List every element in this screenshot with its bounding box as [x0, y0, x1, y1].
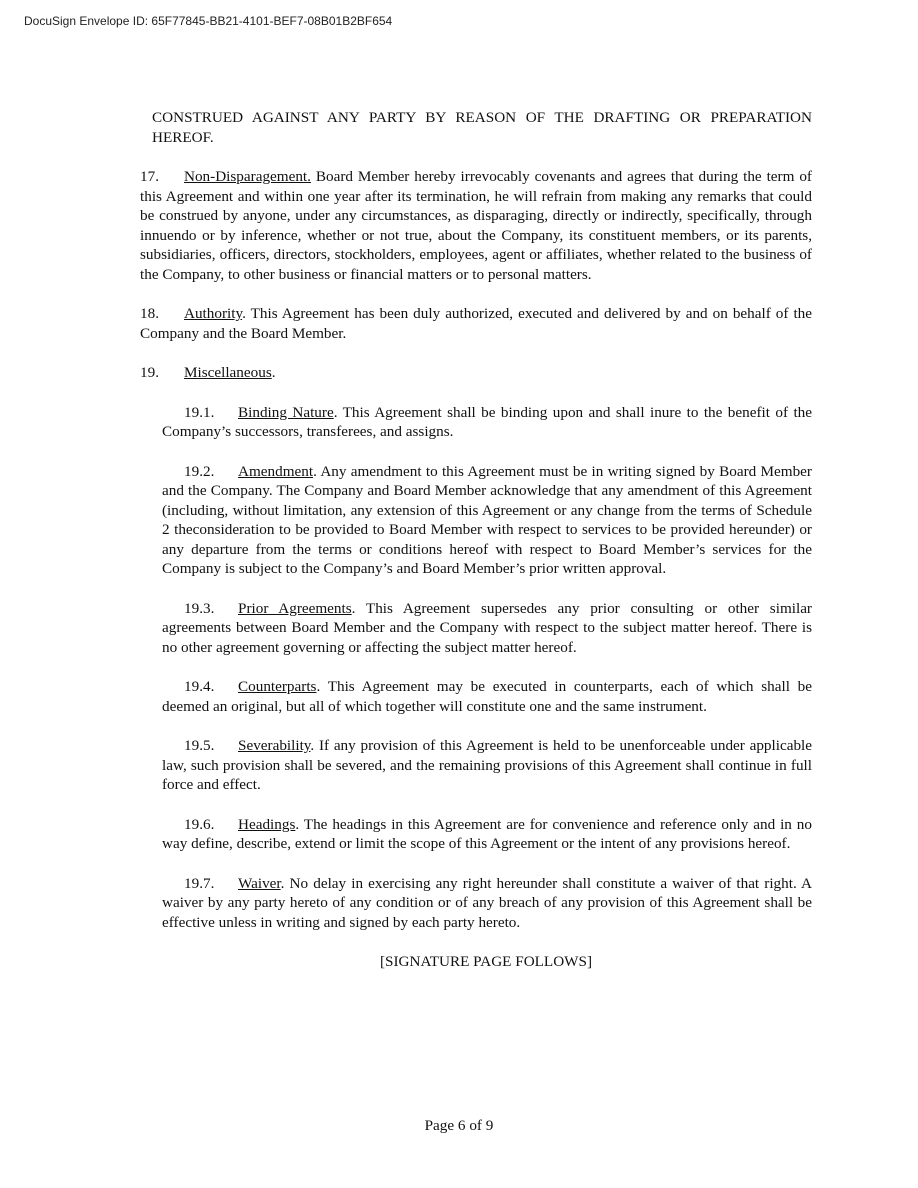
document-body [140, 108, 812, 987]
signature-page-note: [SIGNATURE PAGE FOLLOWS] [379, 953, 593, 970]
subsection-19-7 [140, 874, 812, 933]
subsection-text: . This Agreement shall be binding upon and shall inure to the benefit of the Company’s successors, transferees, and assigns. [162, 403, 813, 440]
section-19 [140, 363, 812, 383]
subsection-number: 19.2. [184, 462, 215, 480]
subsection-19-4 [140, 677, 812, 716]
subsection-heading: Counterparts [238, 678, 317, 695]
intro-caps-text: CONSTRUED AGAINST ANY PARTY BY REASON OF THE DRAFTING OR PREPARATION HEREOF. [152, 109, 812, 146]
subsection-heading: Severability [238, 737, 311, 754]
subsection-text: . If any provision of this Agreement is held to be unenforceable under applicable law, such provision shall be severed, and the remaining provisions of this Agreement shall continue in full force and effect. [162, 737, 812, 793]
section-19-paragraph [140, 363, 812, 383]
section-heading: Non-Disparagement. [184, 168, 311, 185]
subsection-heading: Amendment [238, 462, 314, 480]
subsection-19-3 [140, 599, 812, 658]
subsection-paragraph [162, 736, 812, 795]
subsection-heading: Binding Nature [238, 403, 334, 421]
subsection-paragraph [162, 815, 812, 854]
subsection-paragraph [162, 677, 812, 716]
section-18 [140, 304, 812, 343]
subsection-paragraph [162, 599, 812, 658]
subsection-text: . Any amendment to this Agreement must be in writing signed by Board Member and the Company. The Company and Board Member acknowledge that any amendment of this Agreement (including, without limitation, any extension of this Agreement or any change from the terms of Schedule 2 theconsideration to be provided to Board Member with respect to services to be provided hereunder) or any departure from the terms or conditions hereof with respect to Board Member’s services for the Company is subject to the Company’s and Board Member’s prior written approval. [162, 462, 812, 577]
subsection-text: . This Agreement supersedes any prior consulting or other similar agreements between Board Member and the Company with respect to the subject matter hereof. There is no other agreement governing or affecting the subject matter hereof. [162, 599, 812, 656]
section-number: 17. [140, 168, 159, 185]
subsection-text: . The headings in this Agreement are for convenience and reference only and in no way define, describe, extend or limit the scope of this Agreement or the intent of any provisions hereof. [162, 815, 812, 852]
section-number: 18. [140, 305, 159, 322]
section-17 [140, 167, 812, 284]
section-text: Board Member hereby irrevocably covenants and agrees that during the term of this Agreement and within one year after its termination, he will refrain from making any remarks that could be construed by anyone, under any circumstances, as disparaging, directly or indirectly, specifically, through innuendo or by inference, whether or not true, about the Company, its constituent members, or its parents, subsidiaries, officers, directors, stockholders, employees, agent or affiliates, whether related to the business of the Company, to other business or financial matters or to personal matters. [140, 168, 812, 283]
section-heading: Authority [184, 305, 243, 322]
subsection-paragraph [162, 874, 812, 933]
subsection-19-1 [140, 403, 812, 442]
subsection-19-5 [140, 736, 812, 795]
section-18-paragraph [140, 304, 812, 343]
subsection-heading: Headings [238, 815, 296, 833]
subsection-number: 19.4. [184, 678, 215, 695]
subsection-paragraph [162, 462, 812, 579]
section-text: . This Agreement has been duly authorized, executed and delivered by and on behalf of the Company and the Board Member. [140, 305, 812, 342]
subsection-text: . This Agreement may be executed in counterparts, each of which shall be deemed an original, but all of which together will constitute one and the same instrument. [162, 678, 812, 715]
subsection-number: 19.3. [184, 599, 215, 617]
envelope-id: DocuSign Envelope ID: 65F77845-BB21-4101-BEF7-08B01B2BF654 [24, 14, 393, 28]
subsection-number: 19.6. [184, 815, 215, 833]
section-17-paragraph [140, 167, 812, 284]
subsection-number: 19.1. [184, 403, 215, 421]
subsection-number: 19.5. [184, 737, 215, 754]
section-heading: Miscellaneous [184, 364, 272, 381]
page-number: Page 6 of 9 [424, 1117, 494, 1134]
subsection-paragraph [162, 403, 812, 442]
subsection-19-6 [140, 815, 812, 854]
subsection-heading: Waiver [238, 874, 281, 892]
subsection-19-2 [140, 462, 812, 579]
subsection-heading: Prior Agreements [238, 599, 352, 617]
subsection-number: 19.7. [184, 874, 215, 892]
section-text: . [271, 364, 276, 381]
section-number: 19. [140, 364, 159, 381]
subsection-text: . No delay in exercising any right hereunder shall constitute a waiver of that right. A waiver by any party hereto of any condition or of any breach of any provision of this Agreement shall be effective unless in writing and signed by each party hereto. [162, 874, 812, 931]
